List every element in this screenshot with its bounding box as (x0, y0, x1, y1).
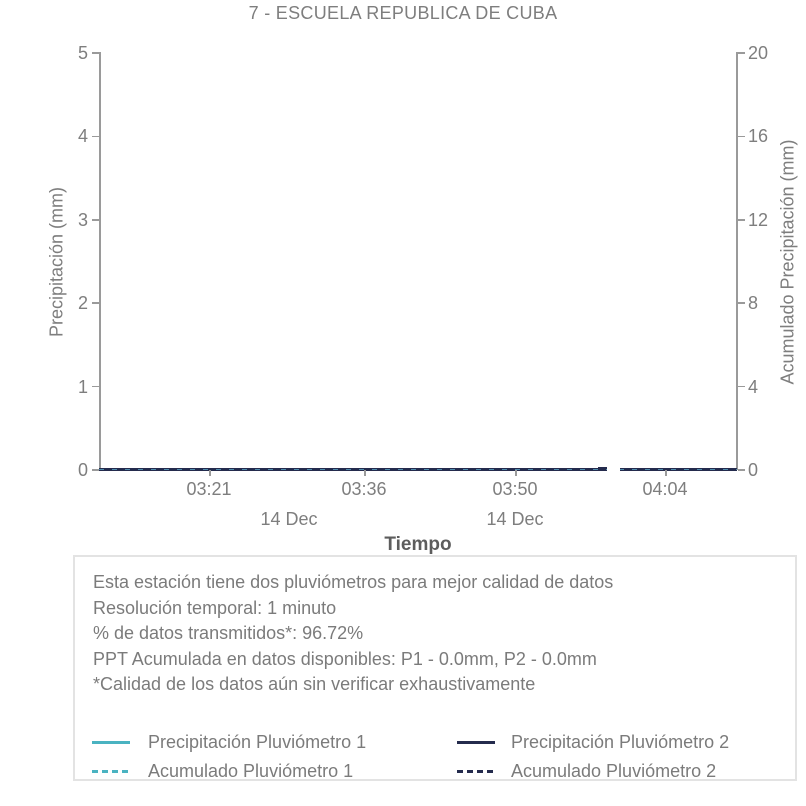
right-ytick (738, 219, 745, 221)
right-ytick (738, 52, 745, 54)
right-ytick-label: 16 (748, 126, 769, 146)
left-ytick-label: 5 (77, 43, 88, 63)
right-ytick (738, 302, 745, 304)
legend-item-precipitacion-p2[interactable]: Precipitación Pluviómetro 2 (511, 732, 730, 752)
legend-item-acumulado-p1[interactable]: Acumulado Pluviómetro 1 (148, 761, 354, 781)
legend-item-acumulado-p2[interactable]: Acumulado Pluviómetro 2 (511, 761, 717, 781)
data-gap-edge-dash (598, 467, 607, 469)
left-ytick-label: 0 (77, 460, 88, 480)
right-ytick (738, 469, 745, 471)
acumulado-dashed-zero-line (99, 469, 737, 470)
left-y-axis-title: Precipitación (mm) (46, 186, 67, 338)
right-ytick-label: 0 (748, 460, 759, 480)
left-ytick (92, 136, 99, 138)
left-ytick-label: 1 (77, 377, 88, 397)
xtick (665, 470, 667, 476)
right-ytick (738, 136, 745, 138)
legend-line-precipitacion-p2 (457, 741, 495, 744)
info-line: % de datos transmitidos*: 96.72% (93, 623, 364, 643)
right-ytick-label: 4 (748, 377, 759, 397)
data-gap (607, 466, 620, 472)
legend-line-precipitacion-p1 (92, 741, 130, 744)
right-ytick (738, 386, 745, 388)
xtick-label: 03:21 (186, 479, 232, 499)
left-ytick (92, 52, 99, 54)
xtick (209, 470, 211, 476)
left-ytick (92, 219, 99, 221)
plot-area[interactable] (99, 53, 737, 470)
info-line: Resolución temporal: 1 minuto (93, 597, 337, 618)
x-date-label: 14 Dec (260, 509, 318, 529)
left-ytick-label: 3 (77, 210, 88, 230)
legend-line-acumulado-p2 (457, 770, 495, 773)
right-ytick-label: 8 (748, 293, 759, 313)
legend-item-precipitacion-p1[interactable]: Precipitación Pluviómetro 1 (148, 732, 367, 752)
xtick-label: 04:04 (642, 479, 688, 499)
left-ytick (92, 302, 99, 304)
xtick (515, 470, 517, 476)
right-ytick-label: 12 (748, 210, 769, 230)
info-line: Esta estación tiene dos pluviómetros para mejor calidad de datos (93, 572, 614, 592)
legend-line-acumulado-p1 (92, 770, 130, 773)
left-ytick (92, 386, 99, 388)
left-y-axis-line (99, 52, 101, 470)
left-ytick-label: 2 (77, 293, 88, 313)
xtick-label: 03:50 (492, 479, 538, 499)
x-axis-title: Tiempo (384, 534, 452, 555)
xtick (364, 470, 366, 476)
info-line: *Calidad de los datos aún sin verificar exhaustivamente (93, 674, 536, 694)
left-ytick-label: 4 (77, 126, 88, 146)
left-ytick (92, 469, 99, 471)
right-y-axis-title: Acumulado Precipitación (mm) (777, 139, 798, 385)
info-line: PPT Acumulada en datos disponibles: P1 - 0.0mm, P2 - 0.0mm (93, 648, 597, 669)
x-date-label: 14 Dec (486, 509, 544, 529)
xtick-label: 03:36 (341, 479, 387, 499)
chart-title: 7 - ESCUELA REPUBLICA DE CUBA (248, 3, 558, 23)
right-ytick-label: 20 (748, 43, 769, 63)
right-y-axis-line (736, 52, 738, 470)
